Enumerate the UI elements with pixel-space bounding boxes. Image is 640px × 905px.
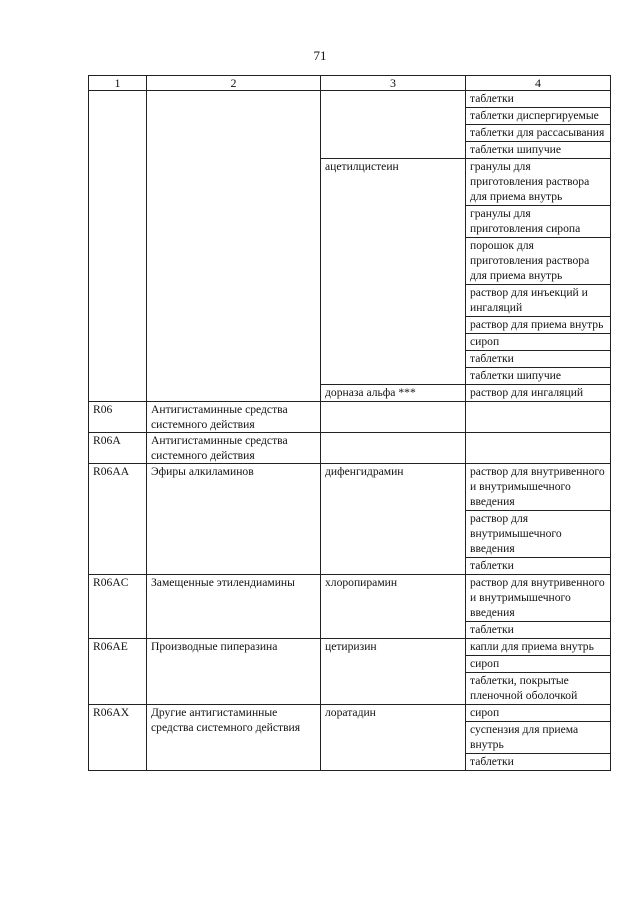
dosage-form: раствор для инъекций и ингаляций: [466, 284, 610, 316]
drug-table: [88, 75, 611, 771]
dosage-form: таблетки для рассасывания: [466, 124, 610, 141]
dosage-form: таблетки шипучие: [466, 367, 610, 384]
table-row: [89, 705, 611, 771]
page-number: 71: [313, 48, 327, 63]
dosage-form: суспензия для приема внутрь: [466, 721, 610, 753]
dosage-forms-cell: [466, 464, 611, 575]
group-name-cell: [147, 91, 321, 402]
table-row: [89, 575, 611, 639]
table-row: [89, 464, 611, 575]
header-row: [89, 76, 611, 91]
atc-code-cell: R06AA: [89, 464, 147, 575]
table-row: [89, 402, 611, 433]
dosage-form: гранулы для приготовления раствора для приема внутрь: [470, 160, 590, 203]
atc-code-cell: R06A: [89, 433, 147, 464]
group-name-cell: Антигистаминные средства системного действия: [147, 433, 321, 464]
header-col-4: 4: [466, 76, 611, 91]
dosage-form: сироп: [470, 706, 500, 719]
dosage-form: сироп: [466, 655, 610, 672]
drug-name-cell: [321, 91, 466, 159]
table-row: [89, 91, 611, 159]
dosage-form: раствор для приема внутрь: [466, 316, 610, 333]
drug-name-cell: цетиризин: [321, 639, 466, 705]
table-row: [89, 639, 611, 705]
dosage-form: таблетки, покрытые пленочной оболочкой: [466, 672, 610, 704]
drug-name-cell: ацетилцистеин: [321, 159, 466, 385]
dosage-forms-cell: [466, 639, 611, 705]
dosage-forms-cell: [466, 575, 611, 639]
drug-name-cell: лоратадин: [321, 705, 466, 771]
group-name-cell: Эфиры алкиламинов: [147, 464, 321, 575]
dosage-forms-cell: [466, 385, 611, 402]
dosage-form: порошок для приготовления раствора для приема внутрь: [466, 237, 610, 284]
atc-code-cell: [89, 91, 147, 402]
dosage-form: таблетки: [466, 621, 610, 638]
drug-name-cell: [321, 433, 466, 464]
dosage-forms-cell: [466, 705, 611, 771]
drug-name-cell: хлоропирамин: [321, 575, 466, 639]
dosage-form: раствор для внутривенного и внутримышечного введения: [470, 576, 605, 619]
dosage-form: таблетки: [466, 753, 610, 770]
drug-name-cell: [321, 402, 466, 433]
group-name-cell: Замещенные этилендиамины: [147, 575, 321, 639]
dosage-form: таблетки: [470, 92, 514, 105]
atc-code-cell: R06: [89, 402, 147, 433]
dosage-form: таблетки: [466, 350, 610, 367]
dosage-form: раствор для ингаляций: [470, 386, 584, 399]
header-col-1: 1: [89, 76, 147, 91]
group-name-cell: Производные пиперазина: [147, 639, 321, 705]
dosage-form: таблетки шипучие: [466, 141, 610, 158]
dosage-form: раствор для внутримышечного введения: [466, 510, 610, 557]
dosage-form: раствор для внутривенного и внутримышечного введения: [470, 465, 605, 508]
dosage-form: гранулы для приготовления сиропа: [466, 205, 610, 237]
atc-code-cell: R06AE: [89, 639, 147, 705]
header-col-2: 2: [147, 76, 321, 91]
dosage-forms-cell: [466, 433, 611, 464]
dosage-forms-cell: [466, 91, 611, 159]
drug-name-cell: дорназа альфа ***: [321, 385, 466, 402]
atc-code-cell: R06AX: [89, 705, 147, 771]
dosage-form: капли для приема внутрь: [470, 640, 594, 653]
table-row: [89, 433, 611, 464]
atc-code-cell: R06AC: [89, 575, 147, 639]
header-col-3: 3: [321, 76, 466, 91]
dosage-form: таблетки диспергируемые: [466, 107, 610, 124]
dosage-form: таблетки: [466, 557, 610, 574]
dosage-forms-cell: [466, 159, 611, 385]
drug-name-cell: дифенгидрамин: [321, 464, 466, 575]
group-name-cell: Антигистаминные средства системного действия: [147, 402, 321, 433]
group-name-cell: Другие антигистаминные средства системного действия: [147, 705, 321, 771]
dosage-forms-cell: [466, 402, 611, 433]
dosage-form: сироп: [466, 333, 610, 350]
